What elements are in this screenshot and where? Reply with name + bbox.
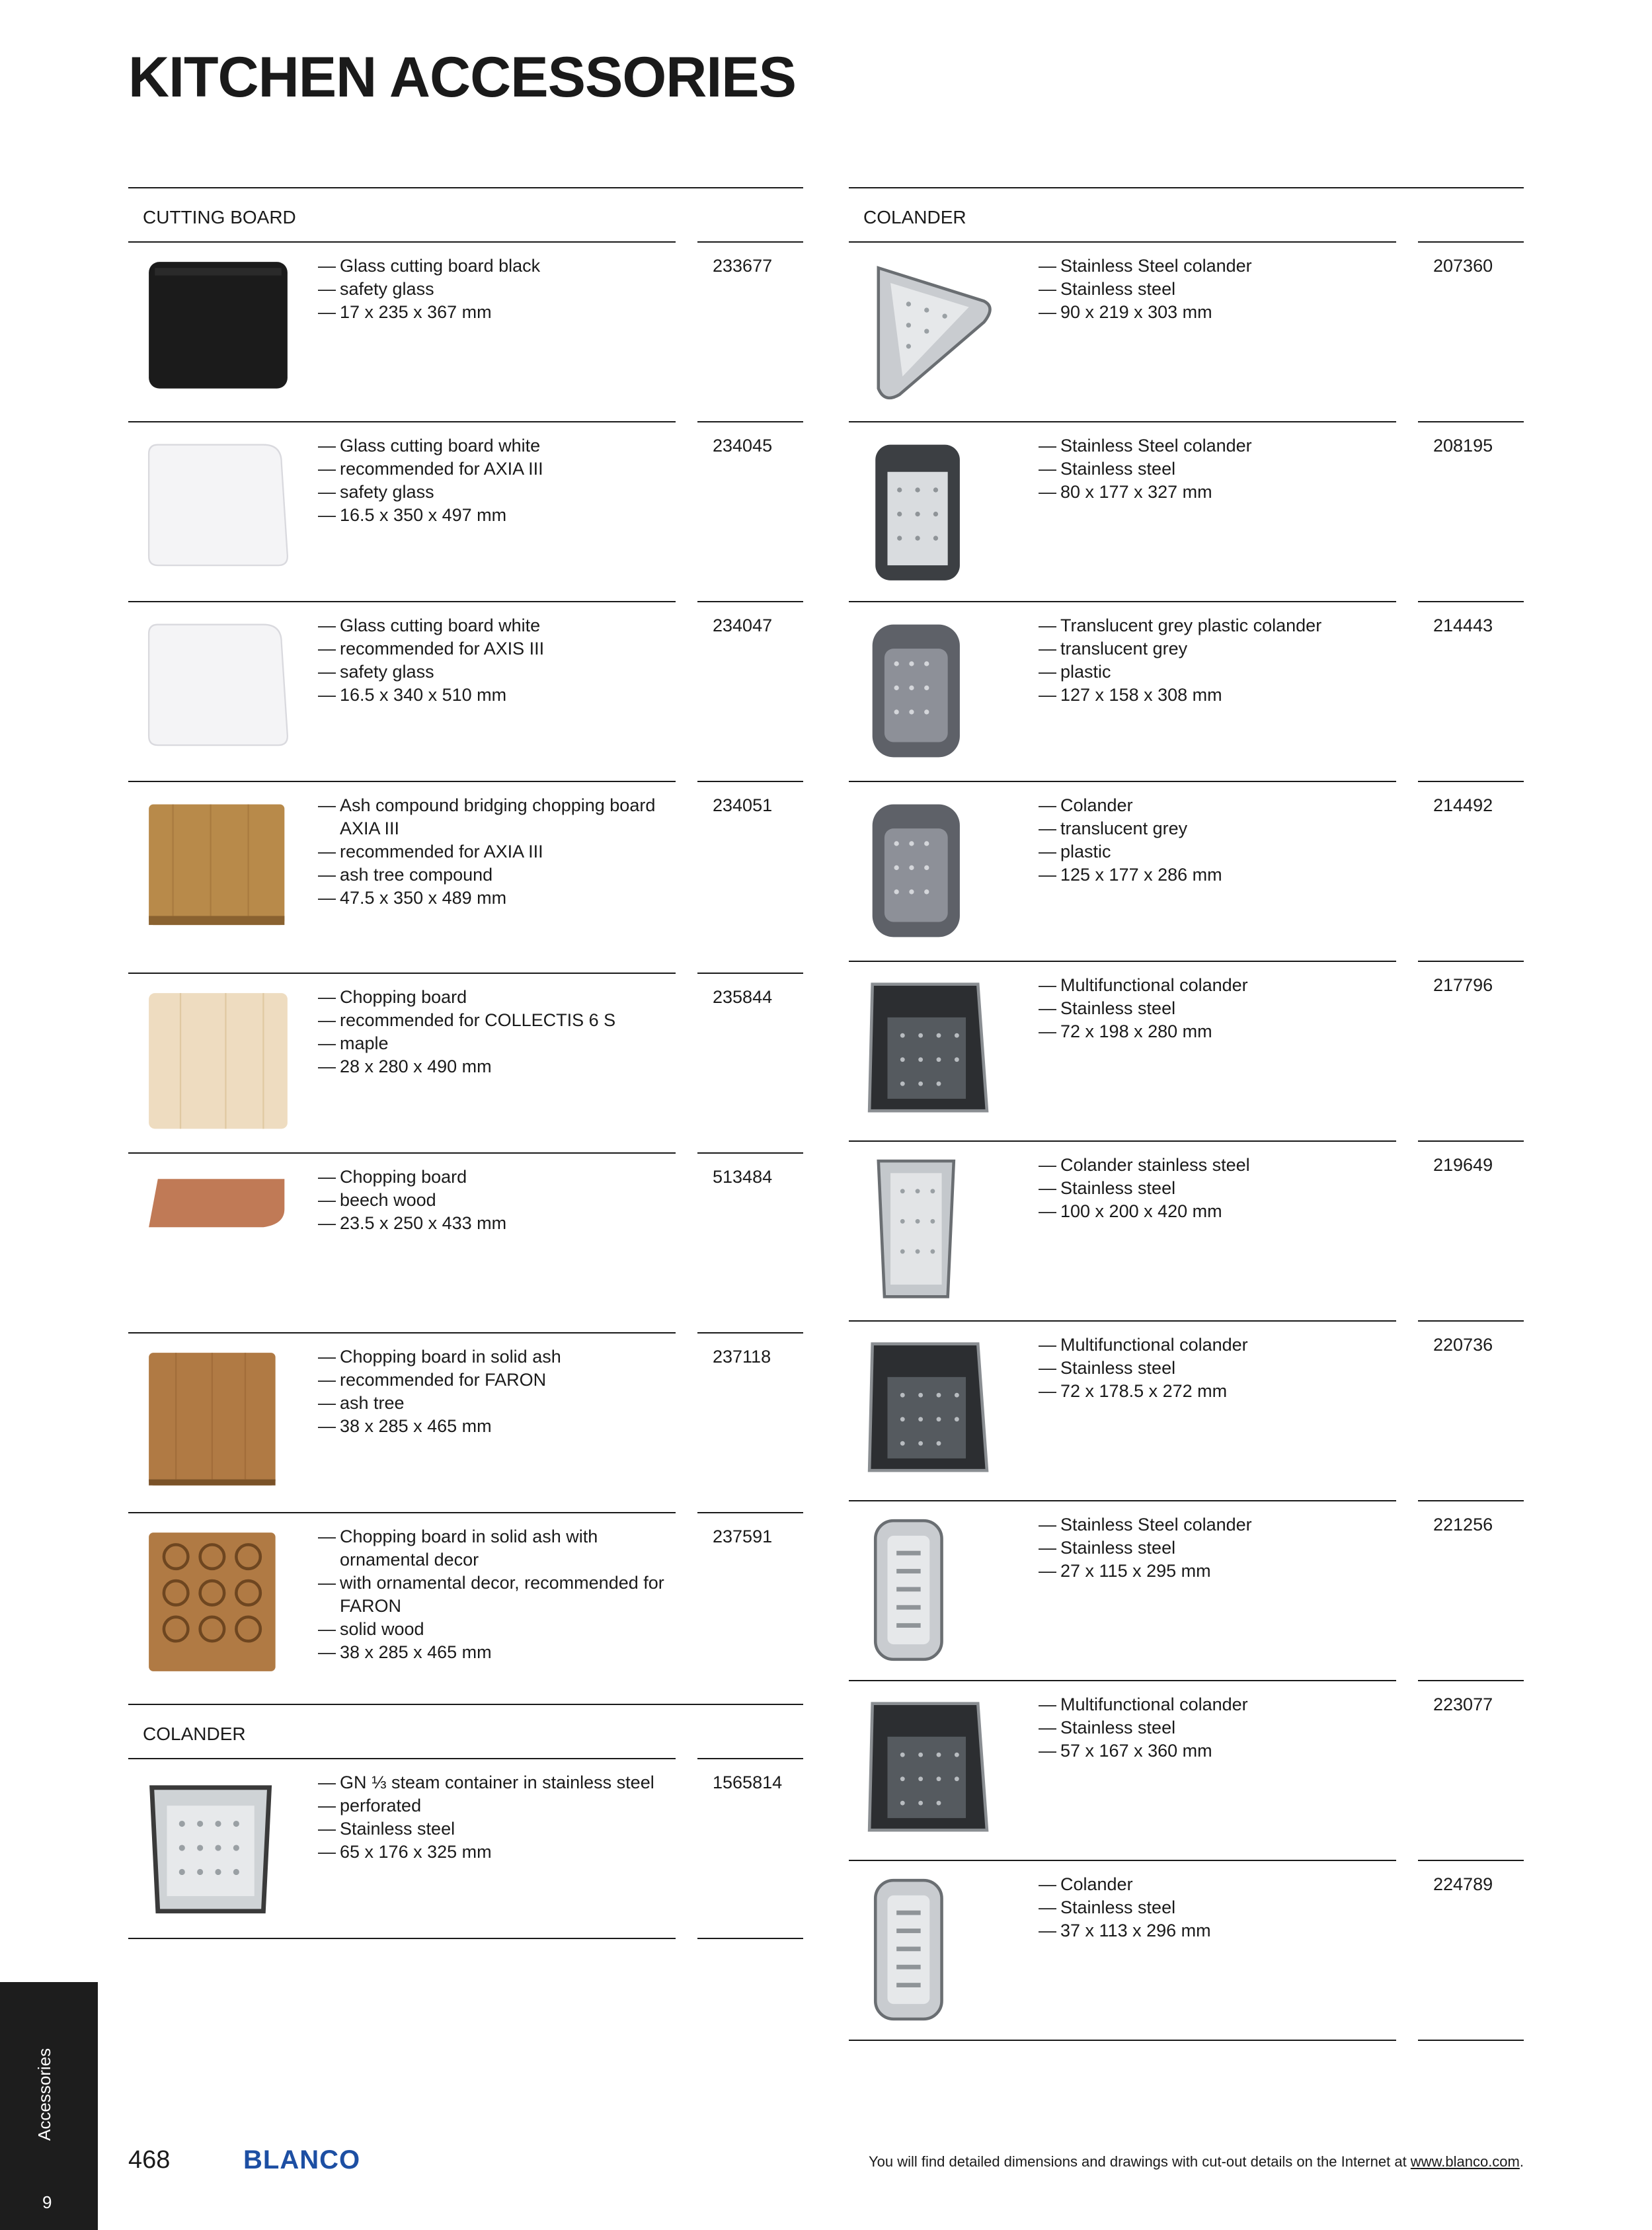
- product-feature: — 28 x 280 x 490 mm: [318, 1055, 675, 1078]
- product-row: [849, 1500, 1524, 1680]
- article-number: 224789: [1433, 1874, 1493, 1894]
- product-description: [1039, 794, 1396, 887]
- product-feature: — recommended for AXIA III: [318, 840, 675, 863]
- product-feature: — 80 x 177 x 327 mm: [1039, 481, 1396, 504]
- product-row: [849, 1680, 1524, 1860]
- row-divider: [849, 421, 1396, 422]
- product-feature: — Stainless Steel colander: [1039, 434, 1396, 458]
- product-feature: — Stainless steel: [1039, 1896, 1396, 1919]
- colander-plastic-grey-icon: [863, 616, 1014, 766]
- product-description: [318, 1166, 675, 1235]
- product-feature: — Stainless steel: [1039, 458, 1396, 481]
- wood-board-ash-icon: [143, 795, 294, 946]
- article-number: 235844: [713, 987, 773, 1007]
- page-number: 468: [128, 2146, 171, 2174]
- product-feature: — Stainless steel: [1039, 1716, 1396, 1739]
- product-description: [318, 1771, 675, 1864]
- website-link[interactable]: www.blanco.com: [1410, 2153, 1520, 2170]
- row-divider: [849, 241, 1396, 243]
- steam-container-icon: [143, 1772, 294, 1923]
- product-row: [849, 1320, 1524, 1500]
- product-feature: — Stainless Steel colander: [1039, 1513, 1396, 1536]
- glass-board-black-icon: [143, 256, 294, 407]
- row-divider: [128, 601, 676, 602]
- product-feature: — 27 x 115 x 295 mm: [1039, 1560, 1396, 1583]
- product-feature: — 16.5 x 350 x 497 mm: [318, 504, 675, 527]
- product-description: [1039, 1334, 1396, 1403]
- article-number: 217796: [1433, 975, 1493, 995]
- row-divider: [1418, 781, 1524, 782]
- product-row: [128, 421, 803, 601]
- product-row: [849, 241, 1524, 421]
- product-feature: — GN ⅓ steam container in stainless steel: [318, 1771, 675, 1794]
- colander-triangle-icon: [863, 256, 1014, 407]
- product-feature: — Colander: [1039, 1873, 1396, 1896]
- product-description: [1039, 614, 1396, 707]
- product-feature: — 65 x 176 x 325 mm: [318, 1841, 675, 1864]
- colander-steel-deep-icon: [863, 436, 1014, 586]
- row-divider: [1418, 961, 1524, 962]
- article-number: 221256: [1433, 1515, 1493, 1534]
- product-row: [849, 961, 1524, 1140]
- row-divider: [1418, 1680, 1524, 1681]
- row-divider: [1418, 421, 1524, 422]
- row-divider: [849, 601, 1396, 602]
- article-number: 214443: [1433, 616, 1493, 635]
- product-feature: — Chopping board in solid ash with ornamental decor: [318, 1525, 675, 1572]
- product-description: [1039, 255, 1396, 324]
- article-number: 220736: [1433, 1335, 1493, 1355]
- product-feature: — Chopping board: [318, 1166, 675, 1189]
- section-tab-number: 9: [42, 2192, 52, 2212]
- product-description: [318, 1525, 675, 1664]
- wood-board-solid-ash-icon: [143, 1347, 294, 1497]
- product-feature: — Stainless Steel colander: [1039, 255, 1396, 278]
- row-divider: [128, 781, 676, 782]
- product-description: [1039, 1873, 1396, 1942]
- row-divider: [128, 241, 676, 243]
- product-feature: — 47.5 x 350 x 489 mm: [318, 887, 675, 910]
- product-feature: — Colander: [1039, 794, 1396, 817]
- article-number: 214492: [1433, 795, 1493, 815]
- row-divider: [849, 1320, 1396, 1322]
- product-feature: — safety glass: [318, 660, 675, 684]
- product-feature: — Multifunctional colander: [1039, 1334, 1396, 1357]
- footer-note-text: You will find detailed dimensions and drawings with cut-out details on the Internet at: [869, 2153, 1411, 2170]
- product-feature: — Glass cutting board white: [318, 434, 675, 458]
- product-feature: — recommended for AXIS III: [318, 637, 675, 660]
- product-description: [1039, 974, 1396, 1043]
- section-heading-label: COLANDER: [143, 1724, 246, 1744]
- row-divider: [128, 1758, 676, 1759]
- product-feature: — Stainless steel: [318, 1817, 675, 1841]
- product-feature: — 17 x 235 x 367 mm: [318, 301, 675, 324]
- row-divider: [697, 1332, 803, 1334]
- colander-multifunctional-icon: [863, 975, 1014, 1126]
- row-divider: [697, 781, 803, 782]
- product-row: [128, 973, 803, 1152]
- product-row: [128, 1512, 803, 1704]
- product-feature: — ash tree: [318, 1392, 675, 1415]
- table-end-divider: [128, 1938, 803, 1939]
- row-divider: [849, 1500, 1396, 1501]
- section-heading-label: COLANDER: [863, 207, 966, 227]
- footer-note: [869, 2153, 1524, 2170]
- row-divider: [128, 973, 676, 974]
- product-feature: — with ornamental decor, recommended for FARON: [318, 1572, 675, 1618]
- section-tab-label: Accessories: [34, 2048, 54, 2141]
- footer-note-end: .: [1519, 2153, 1524, 2170]
- row-divider: [849, 1680, 1396, 1681]
- article-number: 233677: [713, 256, 773, 276]
- product-description: [318, 794, 675, 910]
- section-heading: [849, 187, 1524, 241]
- product-feature: — Stainless steel: [1039, 1177, 1396, 1200]
- product-feature: — 37 x 113 x 296 mm: [1039, 1919, 1396, 1942]
- row-divider: [849, 1860, 1396, 1861]
- product-feature: — 16.5 x 340 x 510 mm: [318, 684, 675, 707]
- product-row: [849, 1860, 1524, 2040]
- product-description: [318, 434, 675, 527]
- product-row: [128, 241, 803, 421]
- row-divider: [1418, 1320, 1524, 1322]
- product-feature: — 38 x 285 x 465 mm: [318, 1415, 675, 1438]
- table-end-divider: [849, 2040, 1524, 2041]
- row-divider: [697, 601, 803, 602]
- product-feature: — plastic: [1039, 660, 1396, 684]
- product-description: [1039, 1154, 1396, 1223]
- row-divider: [128, 1512, 676, 1513]
- product-feature: — Multifunctional colander: [1039, 1693, 1396, 1716]
- product-feature: — Stainless steel: [1039, 278, 1396, 301]
- article-number: 237591: [713, 1527, 773, 1546]
- row-divider: [128, 421, 676, 422]
- product-description: [318, 614, 675, 707]
- row-divider: [1418, 1500, 1524, 1501]
- product-feature: — 125 x 177 x 286 mm: [1039, 863, 1396, 887]
- row-divider: [697, 1758, 803, 1759]
- product-feature: — 57 x 167 x 360 mm: [1039, 1739, 1396, 1763]
- row-divider: [697, 1152, 803, 1154]
- row-divider: [1418, 1860, 1524, 1861]
- product-feature: — Multifunctional colander: [1039, 974, 1396, 997]
- product-feature: — Translucent grey plastic colander: [1039, 614, 1396, 637]
- product-feature: — perforated: [318, 1794, 675, 1817]
- product-feature: — 38 x 285 x 465 mm: [318, 1641, 675, 1664]
- colander-multifunctional-icon: [863, 1335, 1014, 1486]
- product-feature: — Colander stainless steel: [1039, 1154, 1396, 1177]
- product-feature: — Chopping board in solid ash: [318, 1345, 675, 1369]
- row-divider: [128, 1152, 676, 1154]
- product-feature: — beech wood: [318, 1189, 675, 1212]
- article-number: 234045: [713, 436, 773, 456]
- row-divider: [849, 781, 1396, 782]
- wood-board-ornamental-icon: [143, 1527, 294, 1677]
- product-row: [849, 421, 1524, 601]
- row-divider: [128, 1332, 676, 1334]
- row-divider: [1418, 241, 1524, 243]
- product-row: [849, 781, 1524, 961]
- wood-board-beech-icon: [143, 1167, 294, 1318]
- row-divider: [849, 961, 1396, 962]
- section-tab[interactable]: [0, 1982, 98, 2230]
- product-row: [849, 1140, 1524, 1320]
- row-divider: [849, 1140, 1396, 1142]
- article-number: 513484: [713, 1167, 773, 1187]
- row-divider: [1418, 601, 1524, 602]
- product-feature: — recommended for COLLECTIS 6 S: [318, 1009, 675, 1032]
- row-divider: [697, 421, 803, 422]
- product-feature: — translucent grey: [1039, 637, 1396, 660]
- product-description: [318, 255, 675, 324]
- product-row: [128, 1332, 803, 1512]
- section-heading-label: CUTTING BOARD: [143, 207, 296, 227]
- product-feature: — Ash compound bridging chopping board AXIA III: [318, 794, 675, 840]
- product-feature: — safety glass: [318, 481, 675, 504]
- product-feature: — 72 x 198 x 280 mm: [1039, 1020, 1396, 1043]
- product-row: [128, 1758, 803, 1938]
- product-feature: — safety glass: [318, 278, 675, 301]
- brand-logo: BLANCO: [243, 2145, 361, 2174]
- product-description: [318, 1345, 675, 1438]
- product-feature: — Chopping board: [318, 986, 675, 1009]
- product-feature: — maple: [318, 1032, 675, 1055]
- product-feature: — recommended for FARON: [318, 1369, 675, 1392]
- article-number: 223077: [1433, 1694, 1493, 1714]
- colander-plastic-grey-icon: [863, 795, 1014, 946]
- row-divider: [697, 973, 803, 974]
- colander-slim-icon: [863, 1515, 1014, 1665]
- product-feature: — Glass cutting board white: [318, 614, 675, 637]
- product-row: [128, 781, 803, 973]
- row-divider: [697, 241, 803, 243]
- product-feature: — recommended for AXIA III: [318, 458, 675, 481]
- article-number: 237118: [713, 1347, 771, 1367]
- product-row: [128, 1152, 803, 1332]
- product-feature: — 90 x 219 x 303 mm: [1039, 301, 1396, 324]
- article-number: 1565814: [713, 1772, 783, 1792]
- article-number: 208195: [1433, 436, 1493, 456]
- product-description: [1039, 1693, 1396, 1763]
- right-column: [849, 187, 1524, 2041]
- product-feature: — plastic: [1039, 840, 1396, 863]
- section-heading: [128, 1704, 803, 1758]
- product-feature: — Stainless steel: [1039, 997, 1396, 1020]
- product-description: [1039, 1513, 1396, 1583]
- left-column: [128, 187, 803, 1939]
- product-row: [128, 601, 803, 781]
- product-feature: — solid wood: [318, 1618, 675, 1641]
- article-number: 207360: [1433, 256, 1493, 276]
- article-number: 234047: [713, 616, 773, 635]
- colander-narrow-icon: [863, 1155, 1014, 1306]
- product-feature: — Stainless steel: [1039, 1357, 1396, 1380]
- wood-board-maple-icon: [143, 987, 294, 1138]
- product-feature: — 127 x 158 x 308 mm: [1039, 684, 1396, 707]
- product-description: [1039, 434, 1396, 504]
- product-feature: — 23.5 x 250 x 433 mm: [318, 1212, 675, 1235]
- row-divider: [1418, 1140, 1524, 1142]
- product-row: [849, 601, 1524, 781]
- colander-multifunctional-icon: [863, 1694, 1014, 1845]
- product-feature: — translucent grey: [1039, 817, 1396, 840]
- product-feature: — Stainless steel: [1039, 1536, 1396, 1560]
- product-feature: — 100 x 200 x 420 mm: [1039, 1200, 1396, 1223]
- row-divider: [697, 1512, 803, 1513]
- glass-board-white-icon: [143, 616, 294, 766]
- page-title: KITCHEN ACCESSORIES: [128, 46, 796, 109]
- glass-board-white-icon: [143, 436, 294, 586]
- product-feature: — ash tree compound: [318, 863, 675, 887]
- product-feature: — Glass cutting board black: [318, 255, 675, 278]
- article-number: 234051: [713, 795, 773, 815]
- product-feature: — 72 x 178.5 x 272 mm: [1039, 1380, 1396, 1403]
- section-heading: [128, 187, 803, 241]
- product-description: [318, 986, 675, 1078]
- article-number: 219649: [1433, 1155, 1493, 1175]
- colander-slim-icon: [863, 1874, 1014, 2025]
